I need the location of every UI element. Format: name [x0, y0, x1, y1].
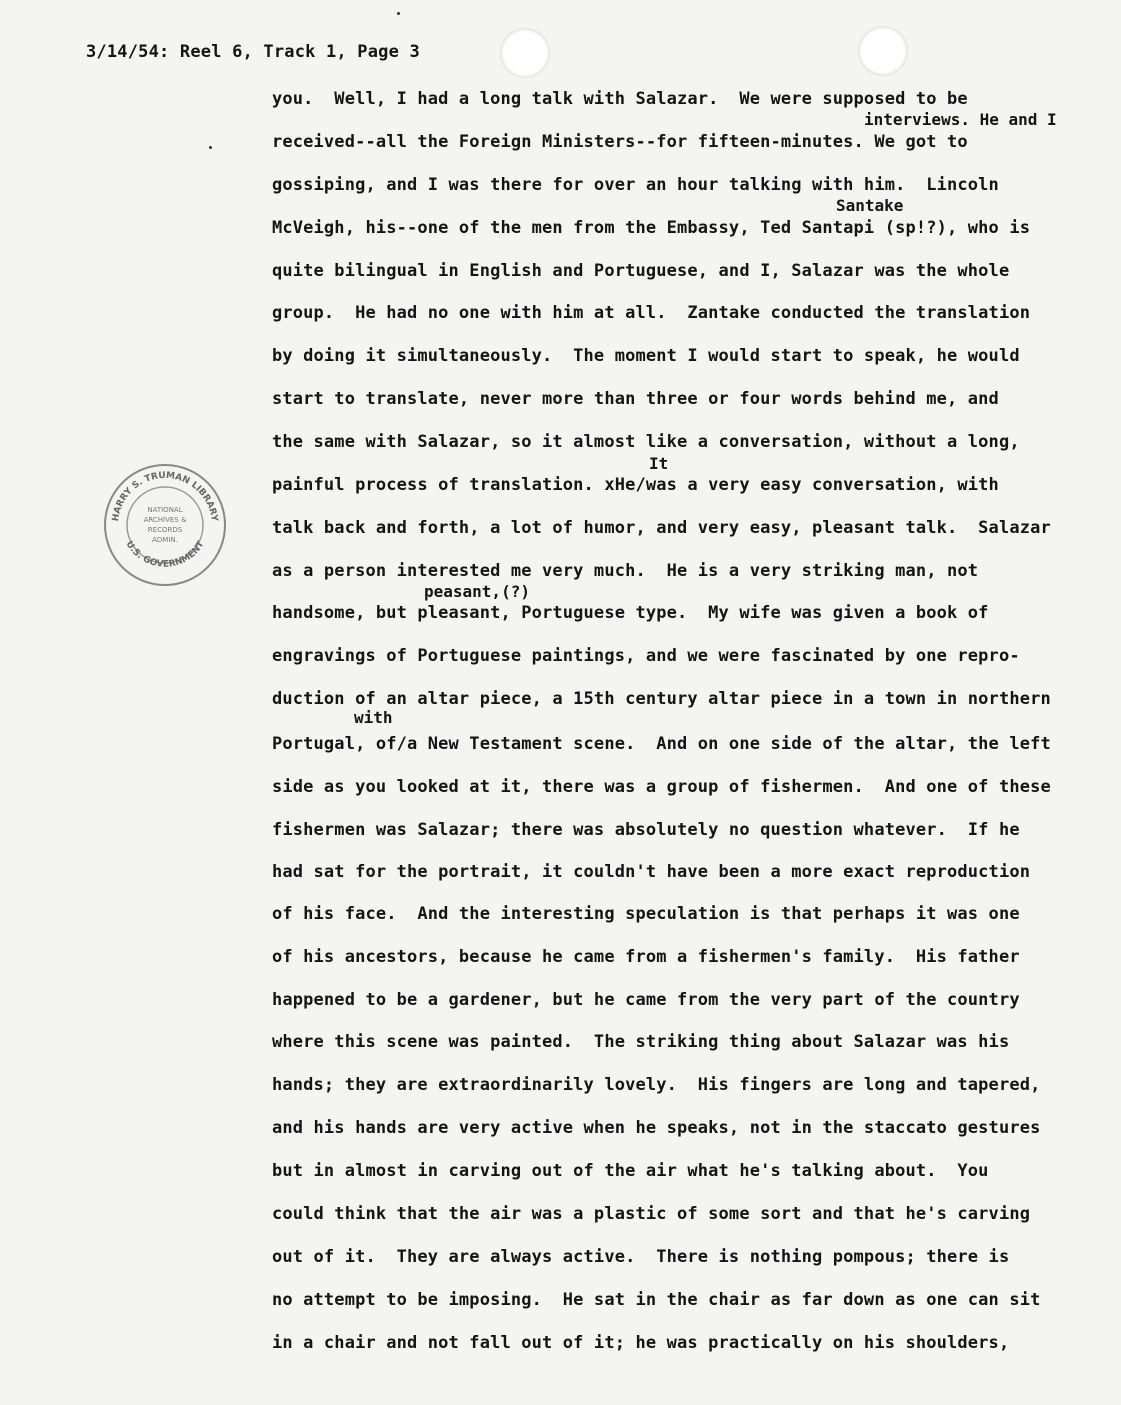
text-line-15: duction of an altar piece, a 15th century altar piece in a town in northern [272, 689, 1051, 709]
text-line-25: and his hands are very active when he speaks, not in the staccato gestures [272, 1118, 1041, 1138]
text-line-28: out of it. They are always active. There is nothing pompous; there is [272, 1247, 1010, 1267]
stamp-inner-line: RECORDS [147, 526, 183, 534]
stamp-ring-bottom-text: U.S. GOVERNMENT [123, 539, 207, 570]
text-line-17: side as you looked at it, there was a group of fishermen. And one of these [272, 777, 1051, 797]
text-line-27: could think that the air was a plastic of some sort and that he's carving [272, 1204, 1031, 1224]
stamp-inner-line: ARCHIVES & [143, 516, 187, 524]
text-line-9: the same with Salazar, so it almost like a conversation, without a long, [272, 432, 1020, 452]
archive-stamp [100, 460, 230, 590]
insertion-santake: Santake [836, 196, 904, 215]
text-line-18: fishermen was Salazar; there was absolutely no question whatever. If he [272, 820, 1020, 840]
text-line-7: by doing it simultaneously. The moment I would start to speak, he would [272, 346, 1020, 366]
text-line-8: start to translate, never more than three or four words behind me, and [272, 389, 999, 409]
text-line-3: gossiping, and I was there for over an hour talking with him. Lincoln [272, 175, 999, 195]
insertion-interviews: interviews. He and I [864, 110, 1057, 129]
text-line-1: you. Well, I had a long talk with Salazar. We were supposed to be [272, 89, 968, 109]
text-line-20: of his face. And the interesting speculation is that perhaps it was one [272, 904, 1020, 924]
text-line-21: of his ancestors, because he came from a fishermen's family. His father [272, 947, 1020, 967]
text-line-12: as a person interested me very much. He is a very striking man, not [272, 561, 979, 581]
insertion-with: with [354, 708, 393, 727]
text-line-24: hands; they are extraordinarily lovely. His fingers are long and tapered, [272, 1075, 1041, 1095]
text-line-29: no attempt to be imposing. He sat in the chair as far down as one can sit [272, 1290, 1041, 1310]
text-line-6: group. He had no one with him at all. Zantake conducted the translation [272, 303, 1031, 323]
text-line-11: talk back and forth, a lot of humor, and very easy, pleasant talk. Salazar [272, 518, 1051, 538]
stamp-ring-text: HARRY S. TRUMAN LIBRARY [111, 470, 219, 523]
text-line-16: Portugal, of/a New Testament scene. And on one side of the altar, the left [272, 734, 1051, 754]
text-line-30: in a chair and not fall out of it; he was practically on his shoulders, [272, 1333, 1010, 1353]
text-line-13: handsome, but pleasant, Portuguese type. My wife was given a book of [272, 603, 989, 623]
paper-fleck [397, 12, 400, 15]
insertion-peasant: peasant,(?) [424, 582, 530, 601]
text-line-26: but in almost in carving out of the air what he's talking about. You [272, 1161, 989, 1181]
text-line-14: engravings of Portuguese paintings, and we were fascinated by one repro- [272, 646, 1020, 666]
paper-fleck [209, 146, 212, 149]
text-line-5: quite bilingual in English and Portuguese, and I, Salazar was the whole [272, 261, 1010, 281]
text-line-2: received--all the Foreign Ministers--for fifteen-minutes. We got to [272, 132, 968, 152]
text-line-10: painful process of translation. xHe/was a very easy conversation, with [272, 475, 999, 495]
insertion-it: It [649, 454, 669, 473]
text-line-22: happened to be a gardener, but he came from the very part of the country [272, 990, 1020, 1010]
punch-hole-right [858, 26, 908, 76]
page-header: 3/14/54: Reel 6, Track 1, Page 3 [86, 42, 420, 62]
punch-hole-left [500, 28, 550, 78]
text-line-19: had sat for the portrait, it couldn't have been a more exact reproduction [272, 862, 1031, 882]
text-line-23: where this scene was painted. The striking thing about Salazar was his [272, 1032, 1010, 1052]
text-line-4: McVeigh, his--one of the men from the Embassy, Ted Santapi (sp!?), who is [272, 218, 1031, 238]
stamp-inner-line: ADMIN. [152, 536, 178, 544]
stamp-inner-line: NATIONAL [147, 506, 183, 514]
